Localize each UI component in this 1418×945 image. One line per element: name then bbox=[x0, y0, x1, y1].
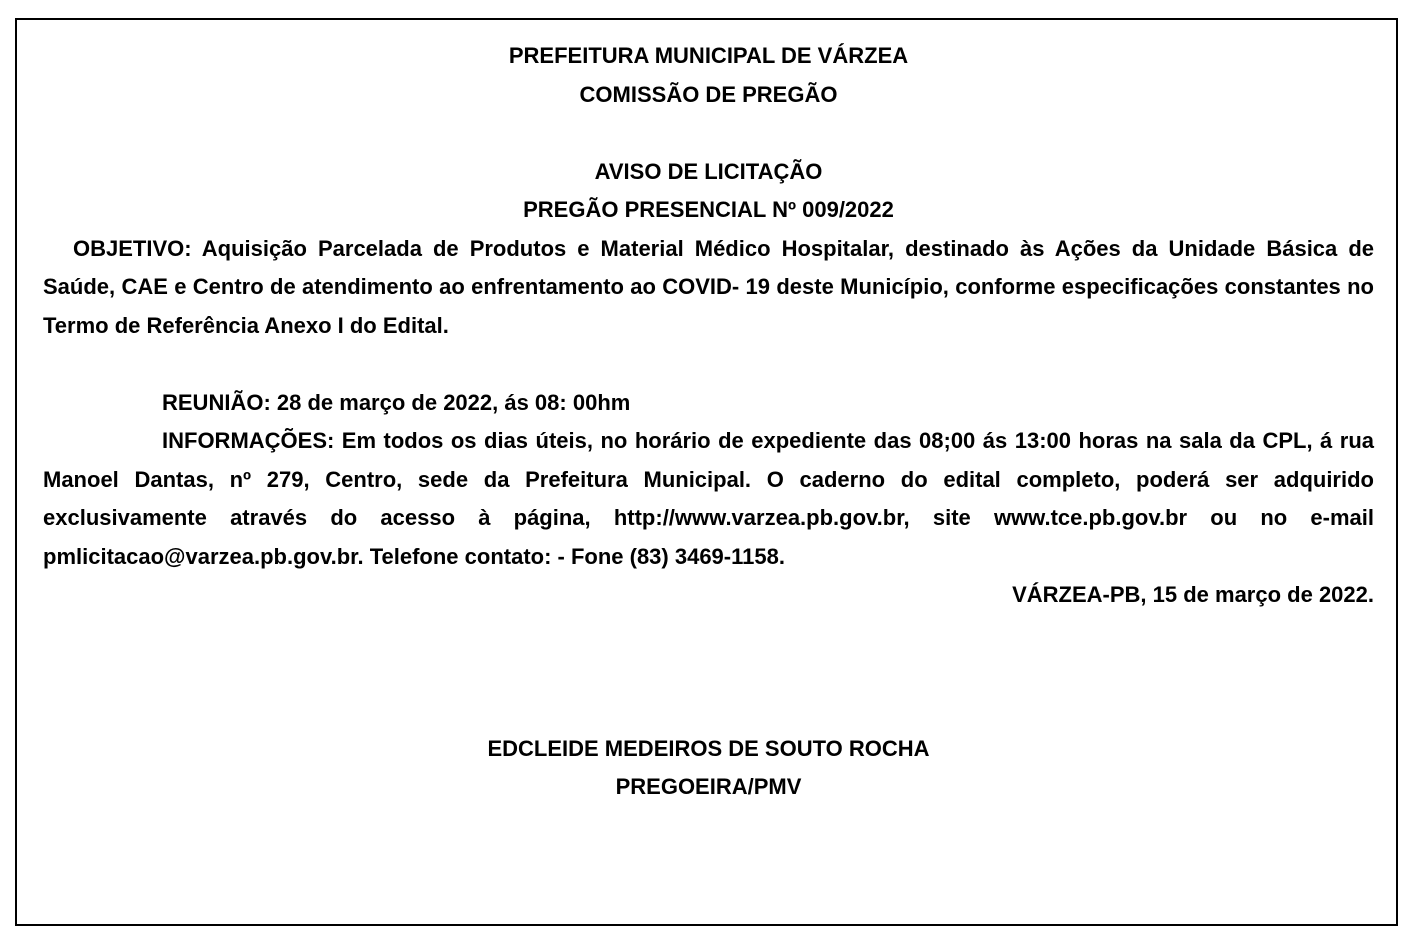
objective-paragraph: OBJETIVO: Aquisição Parcelada de Produtos e Material Médico Hospitalar, destinado às Ações da Unidade Básica de Saúde, CAE e Centro de atendimento ao enfrentamento ao COVID- 19 deste Município, conforme especificações constantes no Termo de Referência Anexo I do Edital. bbox=[43, 235, 1374, 338]
commission-heading: COMISSÃO DE PREGÃO bbox=[579, 81, 838, 107]
spacer bbox=[43, 345, 1374, 384]
spacer bbox=[43, 114, 1374, 153]
date-place: VÁRZEA-PB, 15 de março de 2022. bbox=[1012, 582, 1374, 607]
notice-subtitle: PREGÃO PRESENCIAL Nº 009/2022 bbox=[523, 197, 894, 222]
signatory-role: PREGOEIRA/PMV bbox=[615, 774, 802, 799]
signatory-name: EDCLEIDE MEDEIROS DE SOUTO ROCHA bbox=[487, 735, 930, 761]
municipality-heading: PREFEITURA MUNICIPAL DE VÁRZEA bbox=[508, 43, 909, 68]
notice-document bbox=[43, 37, 1374, 807]
notice-title: AVISO DE LICITAÇÃO bbox=[594, 158, 823, 184]
meeting-paragraph: REUNIÃO: 28 de março de 2022, ás 08: 00hm bbox=[162, 389, 631, 415]
spacer bbox=[43, 615, 1374, 730]
information-paragraph: INFORMAÇÕES: Em todos os dias úteis, no horário de expediente das 08;00 ás 13:00 horas na sala da CPL, á rua Manoel Dantas, nº 279, Centro, sede da Prefeitura Municipal. O caderno do edital completo, poderá ser adquirido exclusivamente através do acesso à página, http://www.varzea.pb.gov.br, site www.tce.pb.gov.br ou no e-mail pmlicitacao@varzea.pb.gov.br. Telefone contato: - Fone (83) 3469-1158. bbox=[43, 428, 1374, 569]
